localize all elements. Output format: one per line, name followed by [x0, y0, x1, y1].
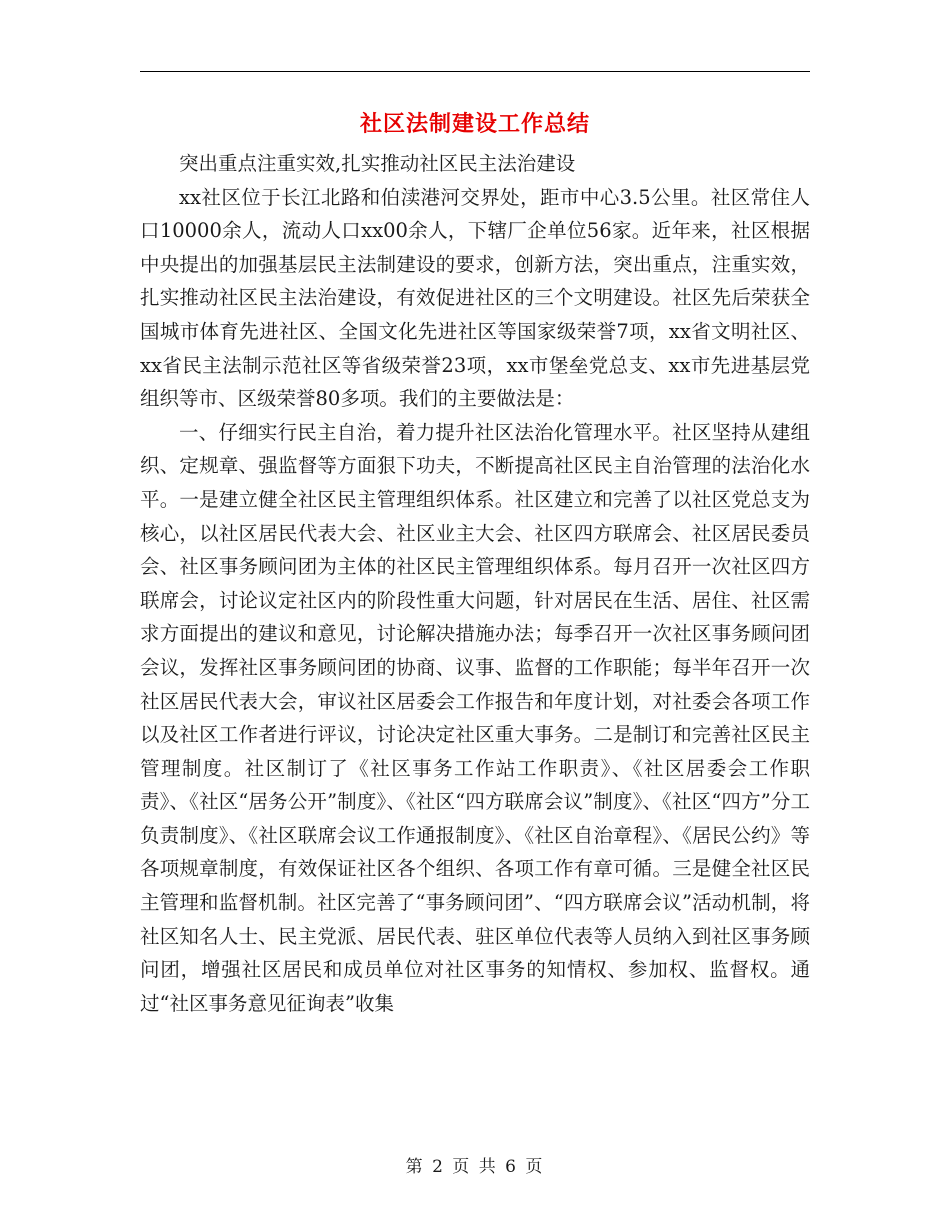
document-title: 社区法制建设工作总结	[359, 112, 590, 137]
page-number: 第 2 页 共 6 页	[405, 1157, 545, 1177]
document-body	[140, 147, 810, 1020]
header-rule	[140, 71, 810, 72]
body-paragraph-intro: xx社区位于长江北路和伯渎港河交界处，距市中心3.5公里。社区常住人口10000余人，流动人口xx00余人，下辖厂企单位56家。近年来，社区根据中央提出的加强基层民主法制建设的要求，创新方法，突出重点，注重实效，扎实推动社区民主法治建设，有效促进社区的三个文明建设。社区先后荣获全国城市体育先进社区、全国文化先进社区等国家级荣誉7项，xx省文明社区、xx省民主法制示范社区等省级荣誉23项，xx市堡垒党总支、xx市先进基层党组织等市、区级荣誉80多项。我们的主要做法是：	[140, 185, 810, 411]
body-paragraph-section-one: 一、仔细实行民主自治，着力提升社区法治化管理水平。社区坚持从建组织、定规章、强监督等方面狠下功夫，不断提高社区民主自治管理的法治化水平。一是建立健全社区民主管理组织体系。社区建立和完善了以社区党总支为核心，以社区居民代表大会、社区业主大会、社区四方联席会、社区居民委员会、社区事务顾问团为主体的社区民主管理组织体系。每月召开一次社区四方联席会，讨论议定社区内的阶段性重大问题，针对居民在生活、居住、社区需求方面提出的建议和意见，讨论解决措施办法；每季召开一次社区事务顾问团会议，发挥社区事务顾问团的协商、议事、监督的工作职能；每半年召开一次社区居民代表大会，审议社区居委会工作报告和年度计划，对社委会各项工作以及社区工作者进行评议，讨论决定社区重大事务。二是制订和完善社区民主管理制度。社区制订了《社区事务工作站工作职责》、《社区居委会工作职责》、《社区“居务公开”制度》、《社区“四方联席会议”制度》、《社区“四方”分工负责制度》、《社区联席会议工作通报制度》、《社区自治章程》、《居民公约》等各项规章制度，有效保证社区各个组织、各项工作有章可循。三是健全社区民主管理和监督机制。社区完善了“事务顾问团”、“四方联席会议”活动机制，将社区知名人士、民主党派、居民代表、驻区单位代表等人员纳入到社区事务顾问团，增强社区居民和成员单位对社区事务的知情权、参加权、监督权。通过“社区事务意见征询表”收集	[140, 420, 810, 1015]
subtitle-paragraph: 突出重点注重实效,扎实推动社区民主法治建设	[179, 152, 576, 175]
